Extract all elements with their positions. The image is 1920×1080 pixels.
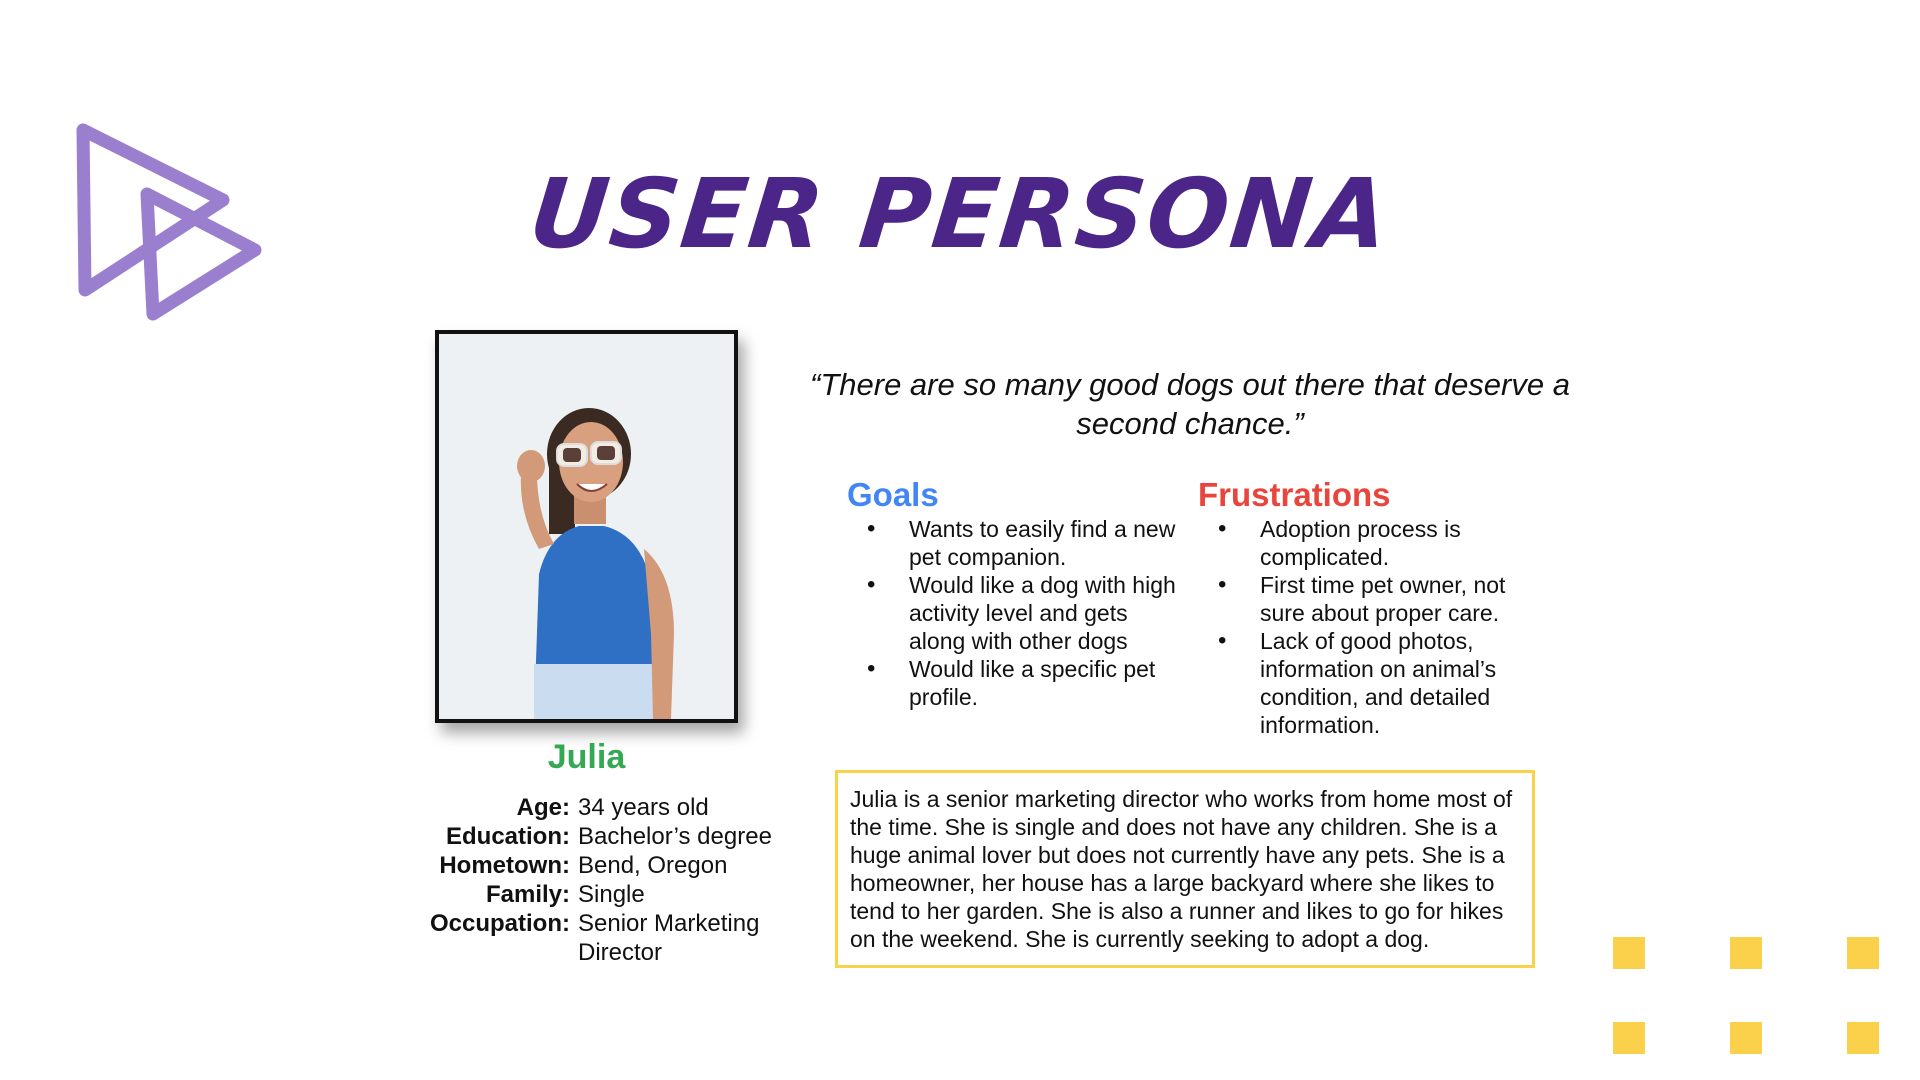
- goals-list: [847, 515, 1177, 711]
- list-item: • Wants to easily find a new pet companion.: [847, 515, 1177, 571]
- persona-details: [380, 793, 800, 967]
- detail-value: Bend, Oregon: [578, 852, 728, 879]
- persona-name: Julia: [547, 738, 626, 776]
- detail-row-age: [380, 793, 800, 822]
- page-title: USER PERSONA: [524, 158, 1396, 270]
- goals-section: [847, 475, 1177, 711]
- frustrations-list: [1198, 515, 1538, 739]
- detail-row-family: [380, 880, 800, 909]
- detail-label: Occupation:: [429, 910, 570, 937]
- detail-label: Age:: [516, 794, 570, 821]
- decor-square: [1613, 1022, 1645, 1054]
- goals-heading: Goals: [847, 476, 939, 513]
- detail-value: Senior Marketing Director: [578, 910, 760, 966]
- decor-square: [1847, 937, 1879, 969]
- detail-label: Hometown:: [439, 852, 570, 879]
- detail-value: 34 years old: [578, 794, 709, 821]
- decor-square: [1730, 937, 1762, 969]
- detail-value: Single: [578, 881, 645, 908]
- detail-label: Education:: [446, 823, 570, 850]
- persona-bio: Julia is a senior marketing director who works from home most of the time. She is single and does not have any children. She is a huge animal lover but does not currently have any pets. She is a homeowner, her house has a large backyard where she likes to tend to her garden. She is also a runner and likes to go for hikes on the weekend. She is currently seeking to adopt a dog.: [835, 770, 1535, 968]
- detail-row-hometown: [380, 851, 800, 880]
- decor-square: [1613, 937, 1645, 969]
- decor-square: [1730, 1022, 1762, 1054]
- list-item: • Would like a specific pet profile.: [847, 655, 1177, 711]
- list-item: • Would like a dog with high activity level and gets along with other dogs: [847, 571, 1177, 655]
- detail-label: Family:: [485, 881, 570, 908]
- list-item: • First time pet owner, not sure about proper care.: [1198, 571, 1538, 627]
- detail-value: Bachelor’s degree: [578, 823, 772, 850]
- detail-row-occupation: [380, 909, 800, 967]
- decor-square: [1847, 1022, 1879, 1054]
- woman-portrait-image: [439, 334, 734, 719]
- list-item: • Adoption process is complicated.: [1198, 515, 1538, 571]
- persona-photo: [435, 330, 738, 723]
- detail-row-education: [380, 822, 800, 851]
- frustrations-heading: Frustrations: [1198, 476, 1391, 513]
- frustrations-section: [1198, 475, 1538, 739]
- persona-quote: “There are so many good dogs out there that deserve a second chance.”: [810, 367, 1570, 441]
- list-item: • Lack of good photos, information on animal’s condition, and detailed information.: [1198, 627, 1538, 739]
